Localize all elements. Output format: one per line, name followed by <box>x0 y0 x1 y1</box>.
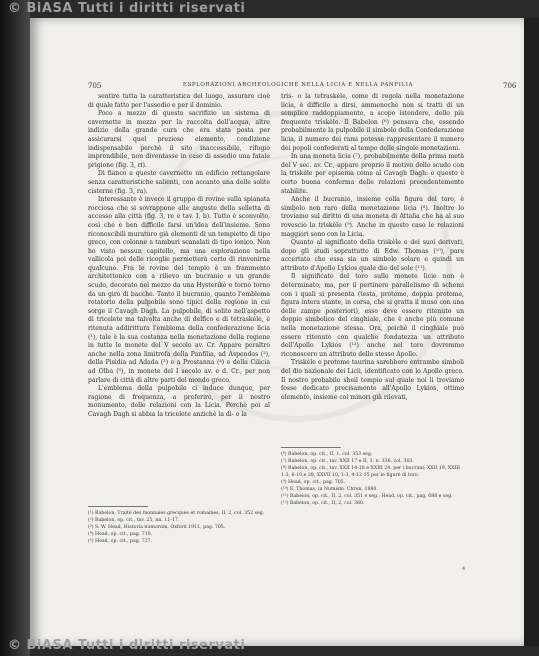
footnote: (¹⁰) E. Thomas, in Numism. Chron. 1880. <box>281 487 378 492</box>
paragraph: In una moneta licia (⁷), probabilmente della prima metà del V sec. av. Cr., appare proprio il motivo dello scudo con la triskèle per episema come al Cavagh Dagh: e questo è certo buona conferma delle relazioni precedentemente stabilite. <box>281 153 464 195</box>
text-column-right <box>281 93 464 402</box>
footnote: (⁴) Head, op. cit., pag. 710. <box>88 532 153 537</box>
paragraph: Quanto al significato della triskèle e dei suoi derivati, dopo gli studi soprattutto di Edw. Thomas (¹⁰), pare accertato che essa sia un simbolo solare e quindi un attributo d'Apollo Lykios quale dio del sole (¹¹). <box>281 239 464 272</box>
running-title: ESPLORAZIONI ARCHEOLOGICHE NELLA LICIA E NELLA PANFILIA <box>182 82 414 88</box>
footnotes-left <box>88 510 270 545</box>
paragraph: Triskèle e protome taurina sarebbero entrambe simboli del dio nazionale dei Licii, identificato con lo Apollo greco. Il nostro probabile sheil tempio sul quale noi li troviamo fosse dedicato precisamente all'Apollo Lykios, ottimo elemento, insieme coi minori già rilevati, <box>281 359 464 401</box>
footnote: (¹¹) Babelon, op. cit., II, 2, col. 351 e seg.; Head, op. cit., pag. 688 e seg. <box>281 494 453 499</box>
footnote-rule-right <box>281 447 341 448</box>
page-number-right: 706 <box>503 82 517 90</box>
footnote: (³) S. W. Head, Historia numorum, Oxford 1911, pag. 705. <box>88 525 226 530</box>
book-spine-shadow <box>0 0 30 656</box>
paragraph: sentire tutta la caratteristica del luogo, assurare cioè di quale fatto per l'assedio e per il dominio. <box>88 93 270 109</box>
paragraph: Anche il bucranio, insieme colla figura del toro, è simbolo non raro della monetazione licia (⁸). Inoltre lo troviamo sul diritto di una moneta di Attalia che ha al suo rovescio la triskèle (⁹). Anche in questo caso le relazioni maggiori sono con la Licia. <box>281 196 464 238</box>
footnote: (¹) Babelon, Traité des monnaies grecques et romaines, II, 2, col. 352 seg. <box>88 511 265 516</box>
paragraph: Interessante è invece il gruppo di rovine sulla spianata rocciosa che si sovrappone alle anguste della selletta di accesso alla città (fig. 3, re e tav. I, b). Tutto è sconvolto, così che è ben difficile farsi un'idea dell'insieme. Sono riconoscibili muraturo già elementi di un tempietto di tipo greco, con colonne a tamburi scanalati di tipo ionico. Non ho visto nessun capitello, ma una esplorazione nella vallicola poi delle ricoglie permetterà certo di rinvenirne qualcuno. Fra le rovine del tempio è un frammento architettonico con a rilievo un bucranio e un grande scudo, decorato nel mezzo da una Hysterikè e torno torno da un giro di bacche. Tanto il bucranio, quanto l'emblema rotatorio della pulpobile sono tipici della regione in cui sorge il Cavagh Dagh. La pulpobile, di solito nell'aspetto di tricelete ma talvolta anche di delfico e di tetraskèle, è ritenuta addirittura l'emblema della confederazione licia (¹), tale è la sua costanza nella monetazione della regione in tutte le monete del V secolo av. Cr. Appare peraltro anche nella zona limitrofa della Panfilia, ad Aspendos (²), della Pisidia ad Adada (³) e a Prostanna (⁴) e della Cilicia ad Olba (⁵), in monete del I secolo av. e d. Cr., per non parlare di città di altre parti del mondo greco. <box>88 196 270 384</box>
footnote: (¹²) Babelon, op. cit., II, 2, col. 360. <box>281 501 365 506</box>
signature-mark: 4 <box>462 566 466 572</box>
page-edge-shadow <box>524 18 539 646</box>
paragraph: Poco a mezzo di questo sacrifizio un sistema di cavernette in mezzo per la raccolta dell'acqua, altre indizio della grande cura che era stata posta per assicurarsi quel prezioso elemento, condizione indispensabile perchè il sito inaccessibile, rifugio imprendibile, non diventasse in caso di assedio una fatale prigione (fig. 3, ri). <box>88 110 270 169</box>
paragraph: L'emblema della pulpobile ci induce dunque, per ragione di frequenza, a preferire, per il nostro monumento, delle relazioni con la Licia. Perchè poi al Cavagh Dagh si abbia la tricelete anzichè la di- o la <box>88 385 270 418</box>
paragraph: Di fianco a queste cavernette un edificio rettangolare senza caratteristiche salienti, con accanto una delle solite cisterne (fig. 3, ra). <box>88 170 270 195</box>
copyright-watermark-bottom: © BiASA Tutti i diritti riservati <box>8 638 246 653</box>
page-number-left: 705 <box>88 82 102 90</box>
footnote: (⁶) Babelon, op. cit., II, 1, col. 353 seg. <box>281 452 373 457</box>
text-column-left <box>88 93 270 420</box>
paragraph: Il significato del toro sulle monete licie non è determinato; ma, per il pertinere parallelismo di schemi con i quali si presenta (testa, protome, doppia protome, figura intera stante, in corsa, che si gratta il muso con una delle zampe posteriori), esso deve essere ritenuto un doppio simbolico del cinghiale, che è anche più comune nella monetazione stessa. Ora, poichè il cinghiale può essere ritenuto con qualche fondatezza un attributo dell'Apollo Lykios (¹²) anche nel toro dovremmo riconoscere un attributo dello stesso Apollo. <box>281 273 464 358</box>
footnote: (⁹) Head, op. cit., pag. 705. <box>281 480 346 485</box>
footnote: (⁸) Babelon, op. cit., tav. XXII 14-18 e XXIII 24, per i bucrani; XXII 19, XXIII 1-3, 6-10 e 28, XXVII 10, 1-3, 4-12-15 per le figure di toro. <box>281 466 460 478</box>
footnote-rule-left <box>88 506 148 507</box>
copyright-watermark-top: © BiASA Tutti i diritti riservati <box>8 1 246 16</box>
footnotes-right <box>281 451 464 507</box>
footnote: (⁵) Head, op. cit., pag. 727. <box>88 539 153 544</box>
paragraph: tris- o la tetraskèle, come di regola nella monetazione licia, è difficile a dirsi, ammenochè non si tratti di un semplice raddoppiamento, a scopo istendere, dello più frequente triskèle. Il Babelon (⁶) pensava che, essendo probabilmente la pulpobile il simbolo della Confederazione licia, il numero dei rami potesse rappresentare il numero dei popoli confederati al tempo delle singole monetazioni. <box>281 93 464 152</box>
footnote: (²) Babelon, op. cit., tav. 25, nn. 11-17. <box>88 518 180 523</box>
footnote: (⁷) Babelon, op. cit., tav. XXII 17 e II, 1, n. 336, col. 303. <box>281 459 414 464</box>
